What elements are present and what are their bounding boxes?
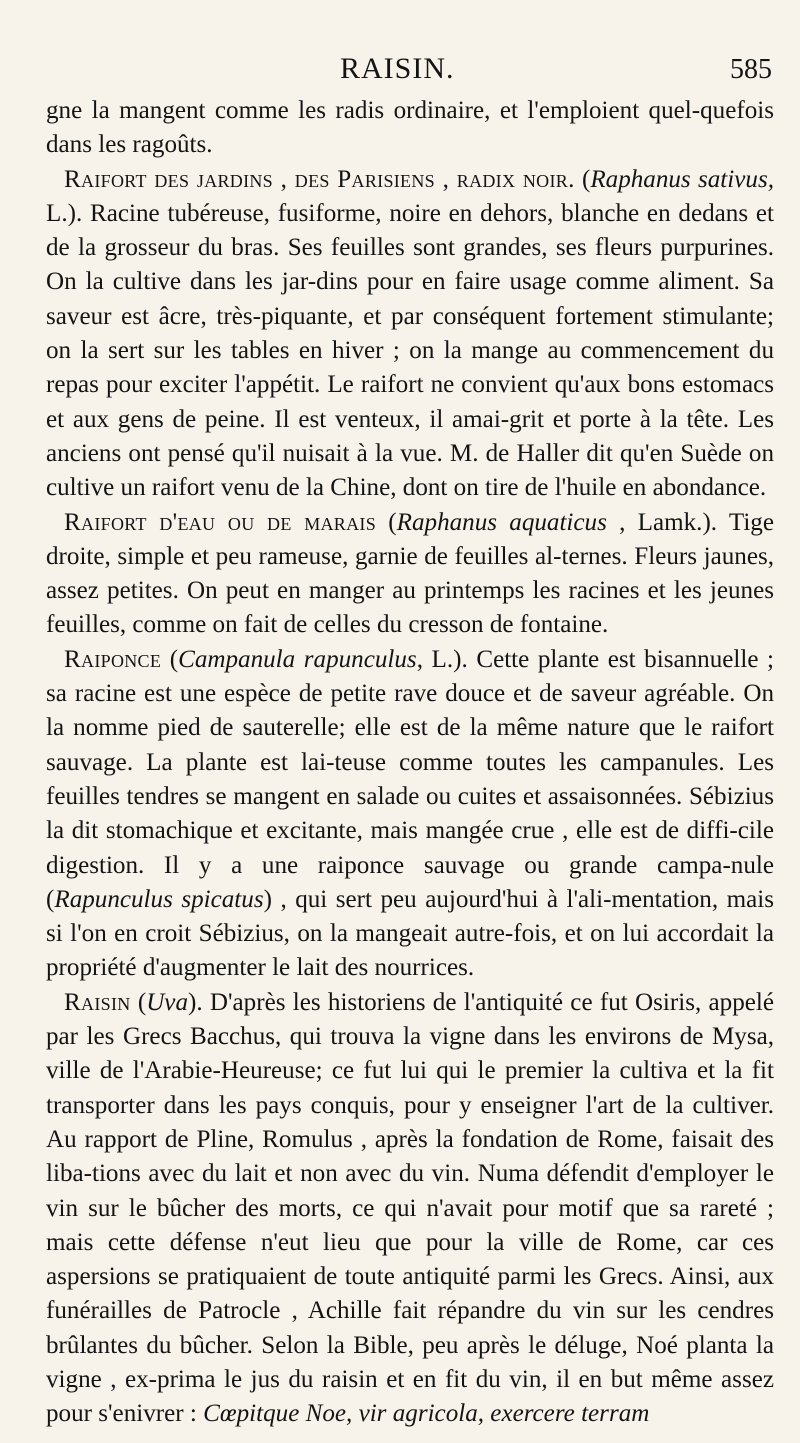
entry-raiponce bbox=[46, 643, 774, 986]
body-text bbox=[46, 94, 774, 1432]
page-header bbox=[0, 52, 800, 92]
paren-open: ( bbox=[130, 988, 147, 1016]
entry-raifort-d-eau bbox=[46, 506, 774, 643]
entry-text: ). D'après les historiens de l'antiquité ce fut Osiris, appelé par les Grecs Bacchus, qui trouva la vigne dans les environs de Mysa, ville de l'Arabie-Heureuse; ce fut lui qui le premier la cultiva et la fit transporter dans les pays conquis, pour y enseigner l'art de la cultiver. Au rapport de Pline, Romulus , après la fondation de Rome, faisait des liba-tions avec du lait et non avec du vin. Numa défendit d'employer le vin sur le bûcher des morts, ce qui n'avait pour motif que sa rareté ; mais cette défense n'eut lieu que pour la ville de Rome, car ces aspersions se pratiquaient de toute antiquité parmi les Grecs. Ainsi, aux funérailles de Patrocle , Achille fait répandre du vin sur les cendres brûlantes du bûcher. Selon la Bible, peu après le déluge, Noé planta la vigne , ex-prima le jus du raisin et en fit du vin, il en but même assez pour s'enivrer : bbox=[46, 988, 774, 1428]
entry-text: , Lamk.). Tige droite, simple et peu rameuse, garnie de feuilles al-ternes. Fleurs jaunes, assez petites. On peut en manger au printemps les racines et les jeunes feuilles, comme on fait de celles du cresson de fontaine. bbox=[46, 508, 774, 639]
latin-name: Raphanus aquaticus bbox=[396, 508, 607, 536]
latin-name: Raphanus sativus, bbox=[590, 165, 774, 193]
entry-heading: Raisin bbox=[64, 988, 131, 1016]
entry-text: L.). Racine tubéreuse, fusiforme, noire en dehors, blanche en dedans et de la grosseur du bras. Ses feuilles sont grandes, ses fleurs purpurines. On la cultive dans les jar-dins pour en faire usage comme aliment. Sa saveur est âcre, très-piquante, et par conséquent fortement stimulante; on la sert sur les tables en hiver ; on la mange au commencement du repas pour exciter l'appétit. Le raifort ne convient qu'aux bons estomacs et aux gens de peine. Il est venteux, il amai-grit et porte à la tête. Les anciens ont pensé qu'il nuisait à la vue. M. de Haller dit qu'en Suède on cultive un raifort venu de la Chine, dont on tire de l'huile en abondance. bbox=[46, 199, 774, 502]
running-title: RAISIN. bbox=[340, 52, 455, 85]
entry-raisin bbox=[46, 986, 774, 1432]
paragraph-continuation bbox=[46, 94, 774, 163]
latin-name: Uva bbox=[146, 988, 188, 1016]
latin-quote: Cœpitque Noe, vir agricola, exercere terram bbox=[196, 1400, 650, 1428]
entry-heading: Raifort d'eau ou de marais bbox=[64, 508, 377, 536]
paren-open: ( bbox=[161, 645, 179, 673]
paren-open: ( bbox=[574, 165, 591, 193]
latin-name-secondary: Rapunculus spicatus bbox=[54, 885, 264, 913]
page-number: 585 bbox=[730, 54, 772, 85]
paren-open: ( bbox=[376, 508, 397, 536]
entry-text: , L.). Cette plante est bisannuelle ; sa racine est une espèce de petite rave douce et de saveur agréable. On la nomme pied de sauterelle; elle est de la même nature que le raifort sauvage. La plante est lai-teuse comme toutes les campanules. Les feuilles tendres se mangent en salade ou cuites et assaisonnées. Sébizius la dit stomachique et excitante, mais mangée crue , elle est de diffi-cile digestion. Il y a une raiponce sauvage ou grande campa-nule ( bbox=[46, 645, 775, 913]
latin-name: Campanula rapunculus bbox=[178, 645, 417, 673]
entry-raifort-des-jardins bbox=[46, 163, 774, 506]
entry-heading: Raifort des jardins , des Parisiens , radix noir. bbox=[64, 165, 575, 193]
entry-text-tail: ) , qui sert peu aujourd'hui à l'ali-mentation, mais si l'on en croit Sébizius, on la mangeait autre-fois, et on lui accordait la propriété d'augmenter le lait des nourrices. bbox=[46, 885, 774, 982]
entry-heading: Raiponce bbox=[64, 645, 162, 673]
paragraph-text: gne la mangent comme les radis ordinaire, et l'emploient quel-quefois dans les ragoûts. bbox=[46, 97, 774, 159]
